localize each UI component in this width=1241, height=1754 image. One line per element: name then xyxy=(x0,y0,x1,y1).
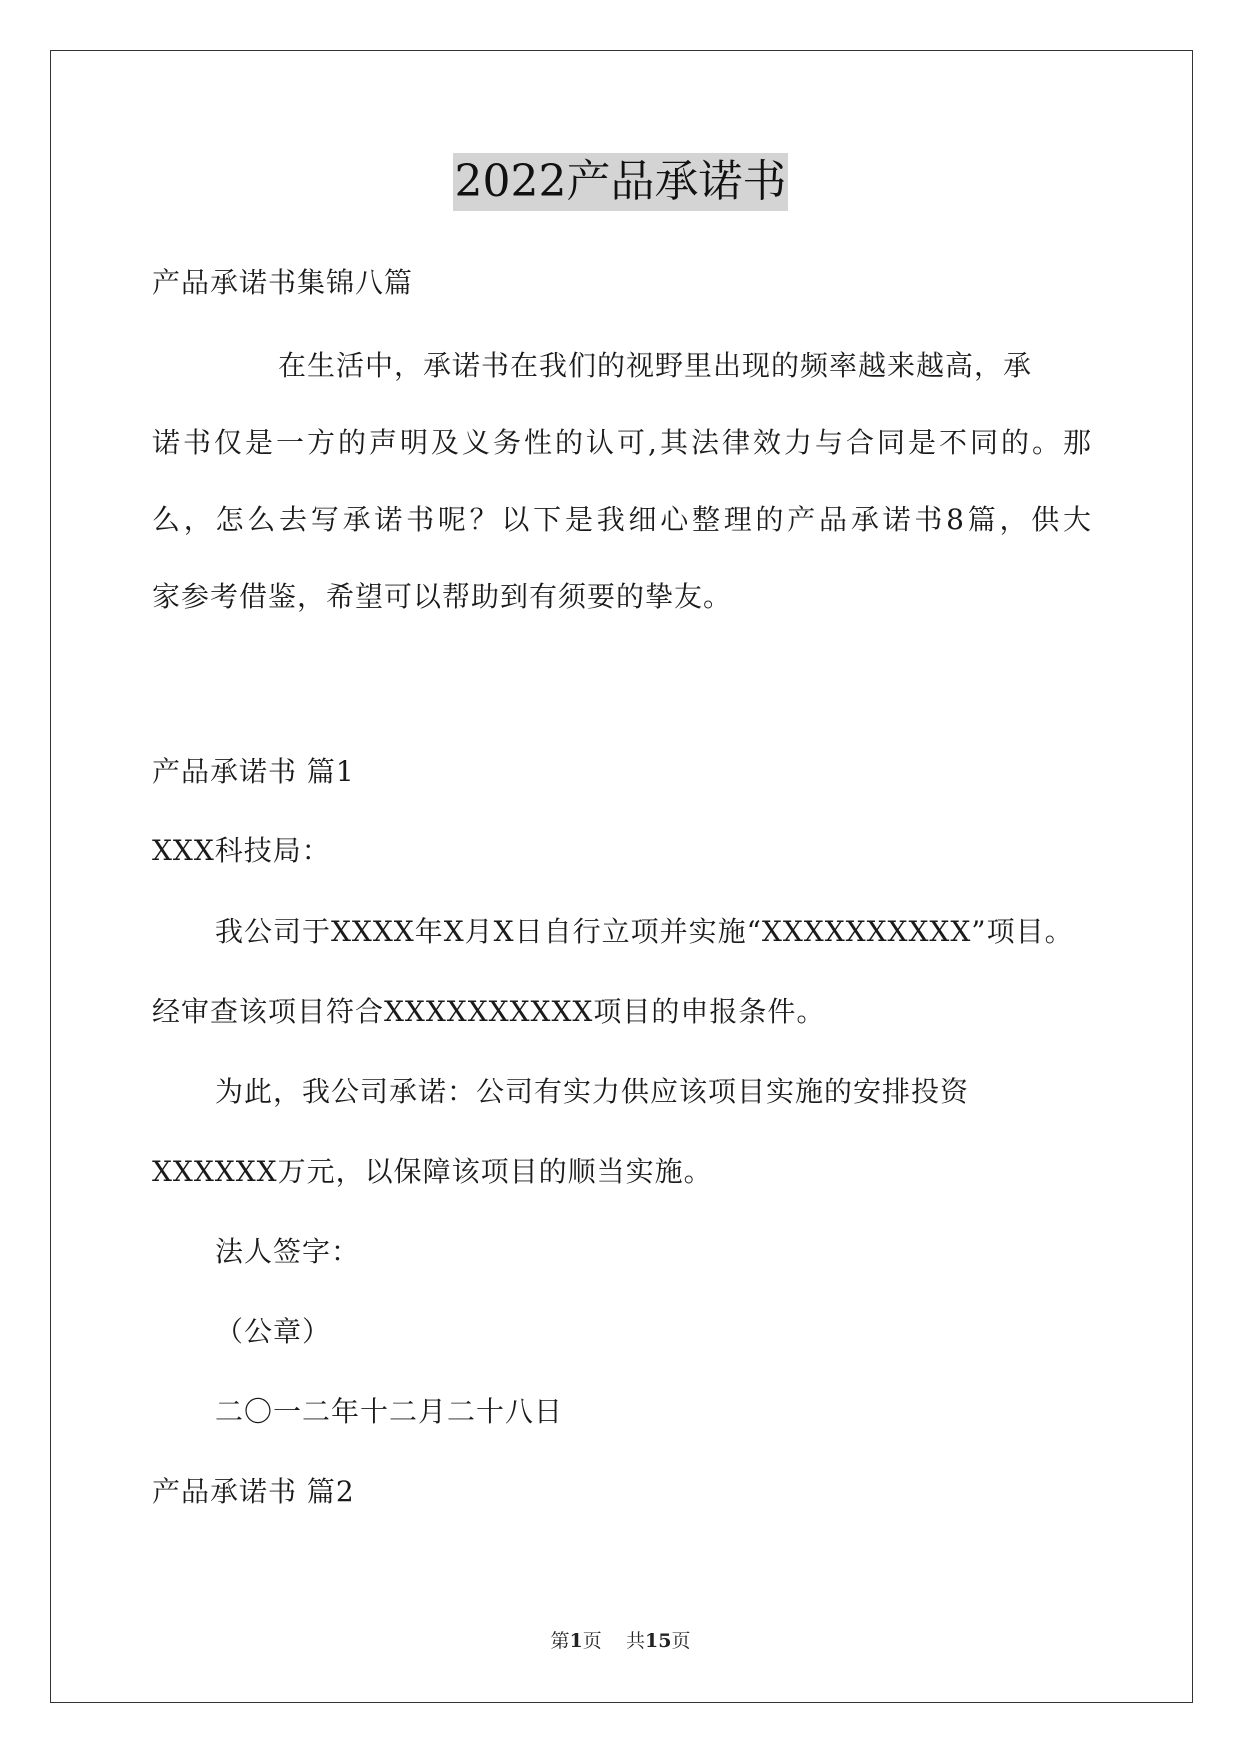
footer-total-prefix: 共 xyxy=(625,1630,645,1652)
intro-line-2: 诺书仅是一方的声明及义务性的认可,其法律效力与合同是不同的。那 xyxy=(152,426,1092,459)
section1-heading: 产品承诺书 篇1 xyxy=(152,755,355,788)
title-wrap xyxy=(0,153,1241,211)
intro-line-1: 在生活中，承诺书在我们的视野里出现的频率越来越高，承 xyxy=(278,349,1033,382)
page-title: 2022产品承诺书 xyxy=(453,153,789,211)
footer-suffix: 页 xyxy=(671,1630,691,1652)
section1-para1-line-1: 我公司于XXXX年X月X日自行立项并实施“XXXXXXXXXX”项目。 xyxy=(215,915,1074,948)
section1-date: 二〇一二年十二月二十八日 xyxy=(215,1395,564,1428)
section1-para2-line-2: XXXXXX万元，以保障该项目的顺当实施。 xyxy=(152,1155,713,1188)
section1-para2-line-1: 为此，我公司承诺：公司有实力供应该项目实施的安排投资 xyxy=(215,1075,970,1108)
footer-mid: 页 xyxy=(582,1630,602,1652)
section1-signature: 法人签字： xyxy=(215,1235,361,1268)
section2-heading: 产品承诺书 篇2 xyxy=(152,1475,355,1508)
section1-seal: （公章） xyxy=(215,1315,332,1348)
footer-page-number: 1 xyxy=(569,1630,583,1652)
subtitle: 产品承诺书集锦八篇 xyxy=(152,266,414,299)
section1-addressee: XXX科技局： xyxy=(152,834,331,867)
footer-prefix: 第 xyxy=(550,1630,570,1652)
section1-para1-line-2: 经审查该项目符合XXXXXXXXXX项目的申报条件。 xyxy=(152,995,826,1028)
intro-line-4: 家参考借鉴，希望可以帮助到有须要的挚友。 xyxy=(152,580,733,613)
footer-total-pages: 15 xyxy=(644,1630,672,1652)
intro-line-3: 么，怎么去写承诺书呢？以下是我细心整理的产品承诺书8篇，供大 xyxy=(152,503,1092,536)
page-footer xyxy=(0,1628,1241,1654)
